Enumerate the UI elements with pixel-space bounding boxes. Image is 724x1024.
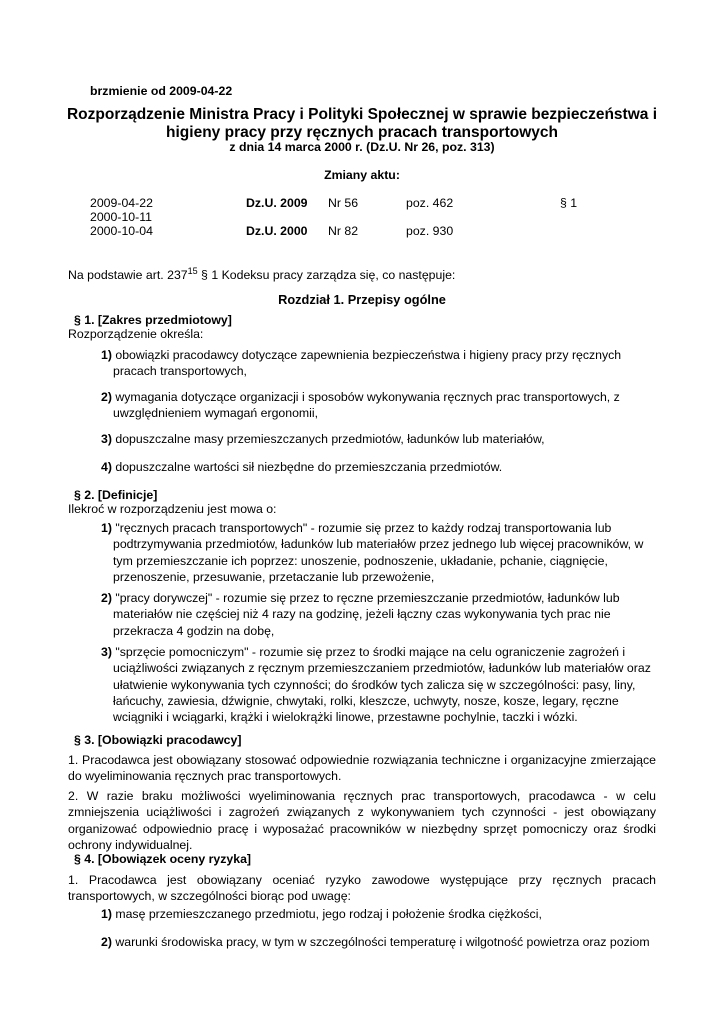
change-position: poz. 462 (406, 196, 454, 210)
item-text-continued: tym przemieszczanie ich poprzez: unoszenie, podnoszenie, układanie, pchanie, ciągnięcie, (113, 553, 608, 568)
item-text-continued: ułatwienie wykonywania tych czynności; do środków tych zalicza się w szczególności: pasy, liny, (113, 677, 636, 692)
change-date: 2000-10-11 (90, 210, 152, 224)
act-subtitle: z dnia 14 marca 2000 r. (Dz.U. Nr 26, poz. 313) (229, 140, 495, 154)
list-item (101, 644, 661, 725)
list-item (101, 520, 661, 585)
item-text-continued: uciążliwości związanych z ręcznym przemieszczaniem przedmiotów, ładunków lub materiałów oraz (113, 661, 651, 676)
act-title-line1: Rozporządzenie Ministra Pracy i Polityki Społecznej w sprawie bezpieczeństwa i (66, 106, 658, 123)
item-text: masę przemieszczanego przedmiotu, jego rodzaj i położenie środka ciężkości, (111, 907, 542, 921)
list-item (101, 347, 661, 380)
item-number: 1) (101, 521, 112, 535)
section-1-intro: Rozporządzenie określa: (68, 327, 204, 341)
item-text-continued: przekracza 4 godzin na dobę, (113, 623, 275, 638)
item-text: "pracy dorywczej" - rozumie się przez to ręczne przemieszczanie przedmiotów, ładunków lub (111, 591, 620, 605)
change-number: Nr 56 (328, 196, 359, 210)
item-number: 2) (101, 935, 112, 949)
list-item (101, 906, 661, 922)
item-number: 4) (101, 460, 112, 474)
item-text-continued: uwzględnieniem wymagań ergonomii, (113, 406, 319, 421)
item-text: "ręcznych pracach transportowych" - rozumie się przez to każdy rodzaj transportowania lub (111, 521, 612, 535)
basis-text-before: Na podstawie art. 237 (68, 268, 188, 283)
change-journal: Dz.U. 2009 (246, 196, 308, 210)
act-title-line2: higieny pracy przy ręcznych pracach transportowych (166, 124, 558, 141)
section-3-heading: § 3. [Obowiązki pracodawcy] (74, 733, 242, 747)
section-3-paragraph-2: 2. W razie braku możliwości wyeliminowania ręcznych prac transportowych, pracodawca - w celu zmniejszenia uciążliwości i zagrożeń związanych z wykonywaniem tych czynności - jest obowiązany organizować odpowiednio pracę i wyposażać pracowników w niezbędny sprzęt pomocniczy oraz środki ochrony indywidualnej. (68, 789, 656, 852)
chapter-heading: Rozdział 1. Przepisy ogólne (278, 292, 446, 307)
version-label: brzmienie od 2009-04-22 (90, 84, 233, 98)
list-item (101, 389, 661, 422)
section-4-heading: § 4. [Obowiązek oceny ryzyka] (74, 852, 252, 866)
legal-basis (68, 266, 455, 282)
item-text-continued: przenoszenie, przesuwanie, przetaczanie lub przewożenie, (113, 569, 435, 584)
item-text: dopuszczalne masy przemieszczanych przedmiotów, ładunków lub materiałów, (111, 432, 545, 446)
changes-heading: Zmiany aktu: (324, 168, 400, 182)
change-date: 2009-04-22 (90, 196, 153, 210)
list-item (101, 431, 661, 447)
section-4-paragraph-1: 1. Pracodawca jest obowiązany oceniać ryzyko zawodowe występujące przy ręcznych pracach transportowych, w szczególności biorąc pod uwagę: (68, 873, 656, 904)
item-text-continued: materiałów nie częściej niż 4 razy na godzinę, jeżeli łączny czas wykonywania tych prac nie (113, 607, 611, 622)
list-item (101, 459, 661, 475)
item-text: "sprzęcie pomocniczym" - rozumie się przez to środki mające na celu ograniczenie zagrożeń i (111, 645, 626, 659)
item-text-continued: łańcuchy, zawiesia, dźwignie, chwytaki, rolki, kleszcze, uchwyty, nosze, kosze, legary, ręczne (113, 693, 619, 708)
item-text-continued: wciągniki i wciągarki, krążki i wielokrążki linowe, przestawne pochylnie, taczki i wózki. (113, 710, 578, 725)
item-text: wymagania dotyczące organizacji i sposobów wykonywania ręcznych prac transportowych, z (111, 390, 620, 404)
item-number: 2) (101, 390, 112, 404)
section-2-heading: § 2. [Definicje] (74, 488, 158, 502)
item-number: 1) (101, 907, 112, 921)
section-3-paragraph-1: 1. Pracodawca jest obowiązany stosować odpowiednie rozwiązania techniczne i organizacyjne zmierzające do wyeliminowania ręcznych prac transportowych. (68, 753, 656, 784)
item-text: warunki środowiska pracy, w tym w szczególności temperaturę i wilgotność powietrza oraz poziom (111, 935, 650, 949)
item-text-continued: pracach transportowych, (113, 364, 247, 379)
basis-superscript: 15 (187, 266, 198, 276)
list-item (101, 590, 661, 639)
list-item (101, 934, 681, 950)
item-number: 2) (101, 591, 112, 605)
section-1-heading: § 1. [Zakres przedmiotowy] (74, 313, 232, 327)
item-text: obowiązki pracodawcy dotyczące zapewnienia bezpieczeństwa i higieny pracy przy ręcznych (111, 348, 622, 362)
change-number: Nr 82 (328, 224, 359, 238)
item-number: 1) (101, 348, 112, 362)
change-position: poz. 930 (406, 224, 454, 238)
change-journal: Dz.U. 2000 (246, 224, 308, 238)
item-text-continued: podtrzymywania przedmiotów, ładunków lub materiałów przez jednego lub więcej pracowników, w (113, 537, 644, 552)
change-section: § 1 (560, 196, 578, 210)
item-number: 3) (101, 645, 112, 659)
item-number: 3) (101, 432, 112, 446)
section-2-intro: Ilekroć w rozporządzeniu jest mowa o: (68, 502, 277, 516)
basis-text-after: § 1 Kodeksu pracy zarządza się, co następuje: (197, 268, 456, 283)
change-date: 2000-10-04 (90, 224, 153, 238)
item-text: dopuszczalne wartości sił niezbędne do przemieszczania przedmiotów. (111, 460, 503, 474)
